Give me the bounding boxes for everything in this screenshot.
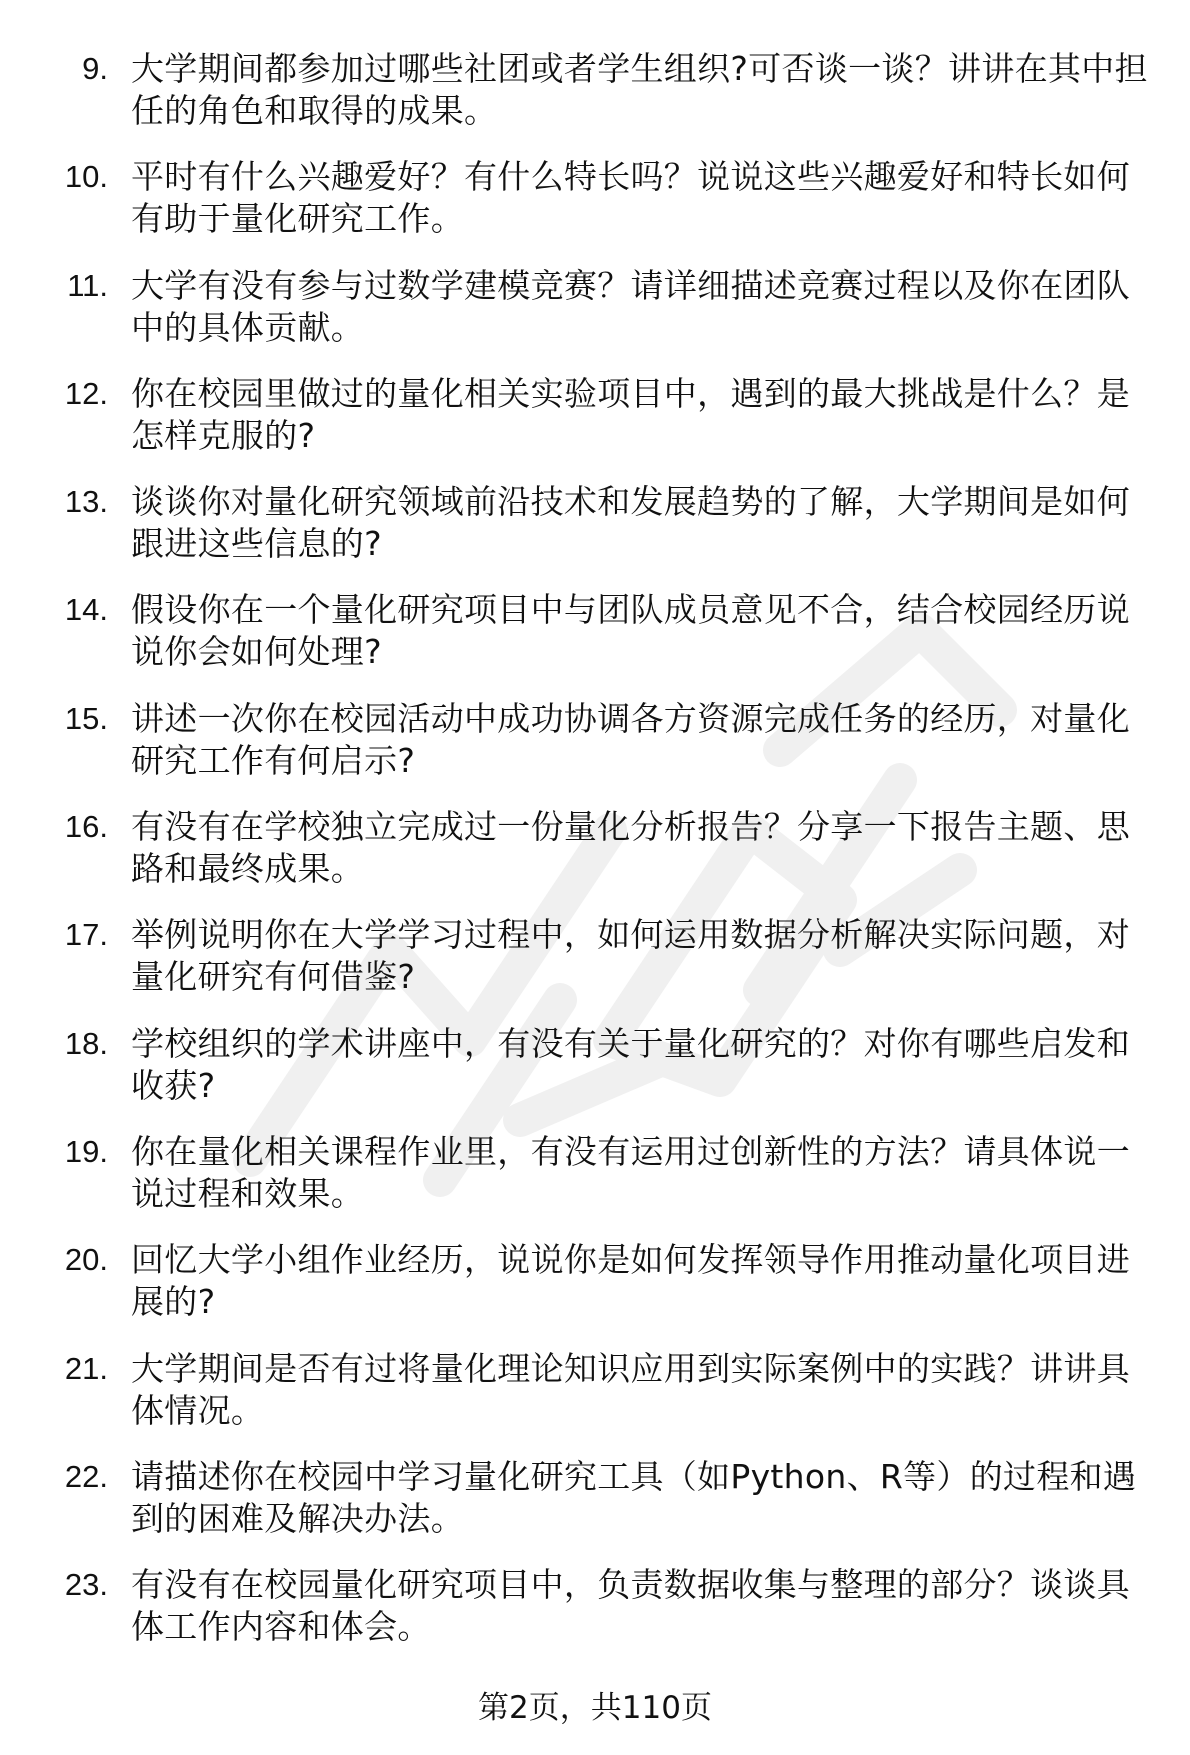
question-text: 假设你在一个量化研究项目中与团队成员意见不合，结合校园经历说说你会如何处理? bbox=[131, 590, 1130, 672]
question-text: 讲述一次你在校园活动中成功协调各方资源完成任务的经历，对量化研究工作有何启示? bbox=[131, 698, 1130, 780]
question-text: 大学期间都参加过哪些社团或者学生组织?可否谈一谈？讲讲在其中担任的角色和取得的成果。 bbox=[131, 49, 1148, 130]
list-item bbox=[0, 265, 1190, 373]
list-item bbox=[0, 481, 1190, 589]
question-text: 回忆大学小组作业经历，说说你是如何发挥领导作用推动量化项目进展的? bbox=[131, 1240, 1130, 1322]
list-item bbox=[0, 48, 1190, 156]
question-number: 11. bbox=[67, 267, 108, 303]
list-item bbox=[0, 806, 1190, 914]
list-item bbox=[0, 1239, 1190, 1347]
question-text: 你在量化相关课程作业里，有没有运用过创新性的方法？请具体说一说过程和效果。 bbox=[131, 1131, 1130, 1213]
question-text: 有没有在学校独立完成过一份量化分析报告？分享一下报告主题、思路和最终成果。 bbox=[131, 807, 1130, 889]
page-footer: 第2页，共110页 bbox=[478, 1690, 712, 1726]
question-number: 21. bbox=[64, 1350, 108, 1386]
list-item bbox=[0, 1456, 1190, 1564]
list-item bbox=[0, 1348, 1190, 1456]
list-item bbox=[0, 698, 1190, 806]
question-number: 14. bbox=[64, 592, 108, 628]
list-item bbox=[0, 1023, 1190, 1131]
list-item bbox=[0, 914, 1190, 1022]
question-text: 你在校园里做过的量化相关实验项目中，遇到的最大挑战是什么？是怎样克服的? bbox=[131, 373, 1130, 455]
list-item bbox=[0, 1564, 1190, 1672]
list-item bbox=[0, 156, 1190, 264]
question-number: 17. bbox=[64, 917, 108, 953]
question-number: 16. bbox=[64, 809, 108, 845]
list-item bbox=[0, 1131, 1190, 1239]
question-number: 9. bbox=[82, 51, 108, 86]
question-number: 18. bbox=[64, 1025, 108, 1061]
question-text: 请描述你在校园中学习量化研究工具（如Python、R等）的过程和遇到的困难及解决办法。 bbox=[131, 1456, 1137, 1538]
question-text: 大学有没有参与过数学建模竞赛？请详细描述竞赛过程以及你在团队中的具体贡献。 bbox=[131, 265, 1130, 347]
question-text: 平时有什么兴趣爱好？有什么特长吗？说说这些兴趣爱好和特长如何有助于量化研究工作。 bbox=[131, 157, 1130, 239]
question-number: 22. bbox=[64, 1458, 108, 1494]
question-text: 大学期间是否有过将量化理论知识应用到实际案例中的实践？讲讲具体情况。 bbox=[131, 1348, 1130, 1430]
question-number: 12. bbox=[64, 375, 108, 411]
question-text: 学校组织的学术讲座中，有没有关于量化研究的？对你有哪些启发和收获? bbox=[131, 1023, 1130, 1105]
question-text: 谈谈你对量化研究领域前沿技术和发展趋势的了解，大学期间是如何跟进这些信息的? bbox=[131, 482, 1130, 564]
question-number: 23. bbox=[64, 1567, 108, 1603]
question-number: 20. bbox=[64, 1242, 108, 1278]
question-number: 19. bbox=[64, 1133, 108, 1169]
question-text: 举例说明你在大学学习过程中，如何运用数据分析解决实际问题，对量化研究有何借鉴? bbox=[131, 915, 1130, 997]
question-number: 15. bbox=[64, 700, 108, 736]
question-text: 有没有在校园量化研究项目中，负责数据收集与整理的部分？谈谈具体工作内容和体会。 bbox=[131, 1565, 1130, 1647]
list-item bbox=[0, 589, 1190, 697]
question-number: 13. bbox=[64, 484, 108, 520]
list-item bbox=[0, 373, 1190, 481]
question-number: 10. bbox=[64, 159, 108, 195]
question-list bbox=[0, 48, 1190, 1672]
